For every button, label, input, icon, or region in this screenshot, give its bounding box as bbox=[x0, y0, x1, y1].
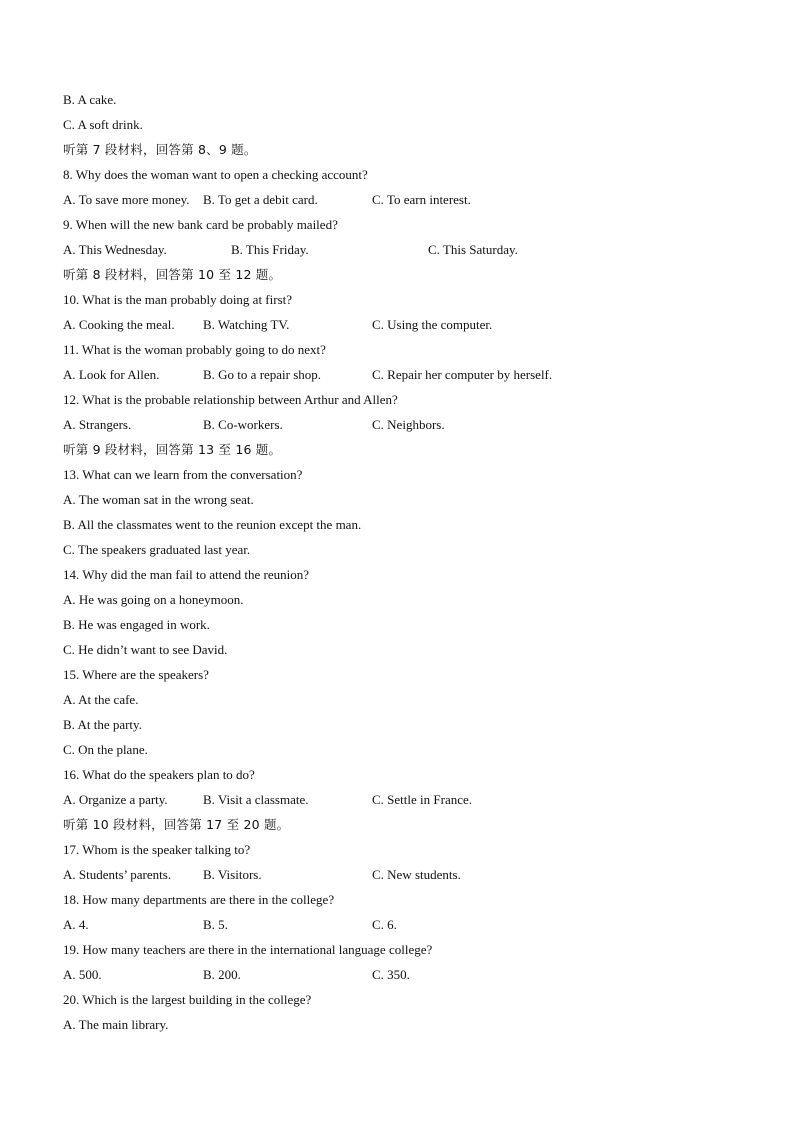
text-line: 8. Why does the woman want to open a checking account? bbox=[63, 167, 368, 182]
section-heading: 听第 7 段材料，回答第 8、9 题。 bbox=[63, 142, 257, 157]
answer-option-c: C. Repair her computer by herself. bbox=[372, 367, 553, 382]
answer-option-a: A. 4. bbox=[63, 917, 89, 932]
option-row bbox=[63, 237, 763, 262]
option-row bbox=[63, 787, 763, 812]
section-heading: 听第 9 段材料，回答第 13 至 16 题。 bbox=[63, 442, 282, 457]
option-row bbox=[63, 912, 763, 937]
text-line: 9. When will the new bank card be probably mailed? bbox=[63, 217, 338, 232]
section-heading: 听第 10 段材料，回答第 17 至 20 题。 bbox=[63, 817, 290, 832]
text-line: 12. What is the probable relationship between Arthur and Allen? bbox=[63, 392, 398, 407]
text-line: 13. What can we learn from the conversation? bbox=[63, 467, 303, 482]
text-line: C. A soft drink. bbox=[63, 117, 143, 132]
option-row bbox=[63, 312, 763, 337]
answer-option-b: B. Watching TV. bbox=[203, 317, 290, 332]
answer-option-c: C. New students. bbox=[372, 867, 461, 882]
answer-option-c: C. This Saturday. bbox=[428, 242, 518, 257]
answer-option-a: A. To save more money. bbox=[63, 192, 190, 207]
answer-option-a: A. 500. bbox=[63, 967, 102, 982]
text-line: 11. What is the woman probably going to do next? bbox=[63, 342, 326, 357]
text-line: B. He was engaged in work. bbox=[63, 617, 210, 632]
answer-option-b: B. This Friday. bbox=[231, 242, 309, 257]
answer-option-c: C. To earn interest. bbox=[372, 192, 471, 207]
answer-option-c: C. Using the computer. bbox=[372, 317, 493, 332]
option-row bbox=[63, 362, 763, 387]
text-line: 18. How many departments are there in the college? bbox=[63, 892, 335, 907]
text-line: A. The woman sat in the wrong seat. bbox=[63, 492, 254, 507]
text-line: 10. What is the man probably doing at first? bbox=[63, 292, 293, 307]
text-line: A. At the cafe. bbox=[63, 692, 139, 707]
text-line: 17. Whom is the speaker talking to? bbox=[63, 842, 251, 857]
text-line: 16. What do the speakers plan to do? bbox=[63, 767, 255, 782]
option-row bbox=[63, 187, 763, 212]
question-list bbox=[63, 87, 763, 1037]
answer-option-a: A. Look for Allen. bbox=[63, 367, 160, 382]
answer-option-a: A. Organize a party. bbox=[63, 792, 168, 807]
answer-option-c: C. 6. bbox=[372, 917, 397, 932]
text-line: 19. How many teachers are there in the international language college? bbox=[63, 942, 433, 957]
option-row bbox=[63, 962, 763, 987]
answer-option-a: A. Cooking the meal. bbox=[63, 317, 175, 332]
text-line: A. The main library. bbox=[63, 1017, 169, 1032]
text-line: C. The speakers graduated last year. bbox=[63, 542, 251, 557]
answer-option-b: B. Visit a classmate. bbox=[203, 792, 309, 807]
answer-option-b: B. 200. bbox=[203, 967, 241, 982]
text-line: B. All the classmates went to the reunion except the man. bbox=[63, 517, 362, 532]
text-line: C. He didn’t want to see David. bbox=[63, 642, 228, 657]
answer-option-a: A. Strangers. bbox=[63, 417, 132, 432]
option-row bbox=[63, 862, 763, 887]
answer-option-b: B. Visitors. bbox=[203, 867, 262, 882]
text-line: 14. Why did the man fail to attend the reunion? bbox=[63, 567, 309, 582]
text-line: B. A cake. bbox=[63, 92, 117, 107]
answer-option-a: A. Students’ parents. bbox=[63, 867, 172, 882]
text-line: A. He was going on a honeymoon. bbox=[63, 592, 244, 607]
answer-option-c: C. Neighbors. bbox=[372, 417, 445, 432]
text-line: 20. Which is the largest building in the college? bbox=[63, 992, 312, 1007]
answer-option-c: C. Settle in France. bbox=[372, 792, 473, 807]
text-line: C. On the plane. bbox=[63, 742, 148, 757]
text-line: 15. Where are the speakers? bbox=[63, 667, 209, 682]
answer-option-b: B. Co-workers. bbox=[203, 417, 283, 432]
text-line: B. At the party. bbox=[63, 717, 142, 732]
answer-option-b: B. Go to a repair shop. bbox=[203, 367, 322, 382]
answer-option-a: A. This Wednesday. bbox=[63, 242, 167, 257]
section-heading: 听第 8 段材料，回答第 10 至 12 题。 bbox=[63, 267, 282, 282]
option-row bbox=[63, 412, 763, 437]
answer-option-b: B. 5. bbox=[203, 917, 228, 932]
answer-option-c: C. 350. bbox=[372, 967, 410, 982]
answer-option-b: B. To get a debit card. bbox=[203, 192, 318, 207]
